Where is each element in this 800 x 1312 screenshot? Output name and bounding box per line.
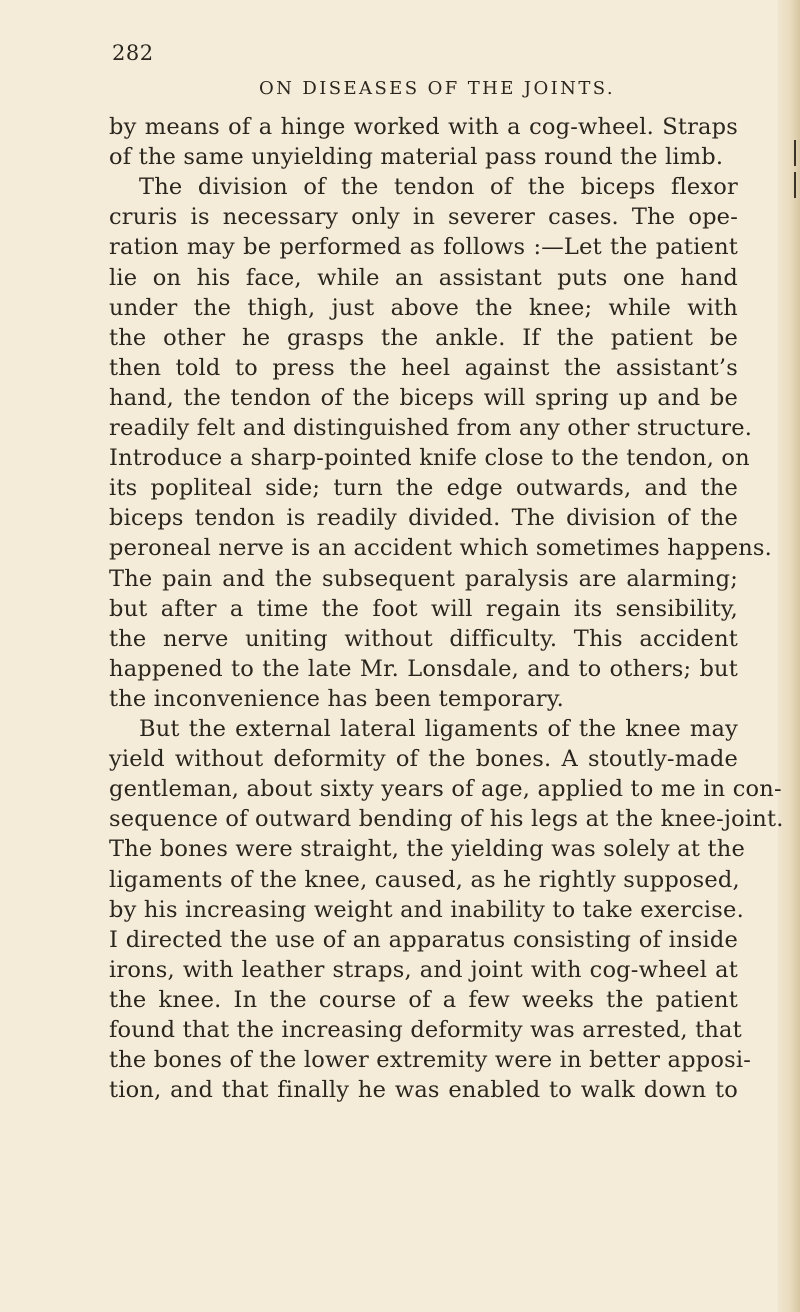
text-line: peroneal nerve is an accident which sometimes happens. bbox=[109, 535, 773, 561]
text-line: the inconvenience has been temporary. bbox=[109, 686, 565, 712]
text-line: happened to the late Mr. Lonsdale, and to others; but bbox=[109, 656, 738, 682]
text-line: the other he grasps the ankle. If the patient be bbox=[109, 325, 738, 351]
text-line: The pain and the subsequent paralysis are alarming; bbox=[109, 566, 738, 592]
text-line: found that the increasing deformity was arrested, that bbox=[109, 1017, 742, 1043]
text-line: ration may be performed as follows :—Let the patient bbox=[109, 234, 738, 260]
text-line: yield without deformity of the bones. A stoutly-made bbox=[109, 746, 738, 772]
text-line: tion, and that finally he was enabled to walk down to bbox=[109, 1077, 738, 1103]
text-line: then told to press the heel against the assistant’s bbox=[109, 355, 738, 381]
text-line: gentleman, about sixty years of age, applied to me in con- bbox=[109, 776, 782, 802]
text-line: Introduce a sharp-pointed knife close to the tendon, on bbox=[109, 445, 750, 471]
text-line: The division of the tendon of the biceps flexor bbox=[139, 174, 738, 200]
text-line: I directed the use of an apparatus consisting of inside bbox=[109, 927, 738, 953]
running-head: ON DISEASES OF THE JOINTS. bbox=[259, 78, 615, 99]
text-line: by his increasing weight and inability to take exercise. bbox=[109, 897, 744, 923]
text-line: lie on his face, while an assistant puts one hand bbox=[109, 265, 738, 291]
text-line: under the thigh, just above the knee; while with bbox=[109, 295, 738, 321]
text-line: ligaments of the knee, caused, as he rightly supposed, bbox=[109, 867, 740, 893]
text-line: by means of a hinge worked with a cog-wheel. Straps bbox=[109, 114, 738, 140]
text-line: sequence of outward bending of his legs at the knee-joint. bbox=[109, 806, 784, 832]
text-line: cruris is necessary only in severer cases. The ope- bbox=[109, 204, 738, 230]
text-line: its popliteal side; turn the edge outwards, and the bbox=[109, 475, 738, 501]
text-line: the bones of the lower extremity were in better apposi- bbox=[109, 1047, 752, 1073]
text-line: But the external lateral ligaments of the knee may bbox=[139, 716, 738, 742]
text-line: The bones were straight, the yielding was solely at the bbox=[109, 836, 745, 862]
text-line: biceps tendon is readily divided. The division of the bbox=[109, 505, 738, 531]
text-line: the nerve uniting without difficulty. This accident bbox=[109, 626, 738, 652]
text-line: of the same unyielding material pass round the limb. bbox=[109, 144, 724, 170]
text-line: irons, with leather straps, and joint with cog-wheel at bbox=[109, 957, 738, 983]
text-line: but after a time the foot will regain its sensibility, bbox=[109, 596, 738, 622]
text-line: readily felt and distinguished from any other structure. bbox=[109, 415, 753, 441]
text-line: the knee. In the course of a few weeks the patient bbox=[109, 987, 738, 1013]
page-number: 282 bbox=[112, 41, 154, 65]
text-line: hand, the tendon of the biceps will spring up and be bbox=[109, 385, 738, 411]
